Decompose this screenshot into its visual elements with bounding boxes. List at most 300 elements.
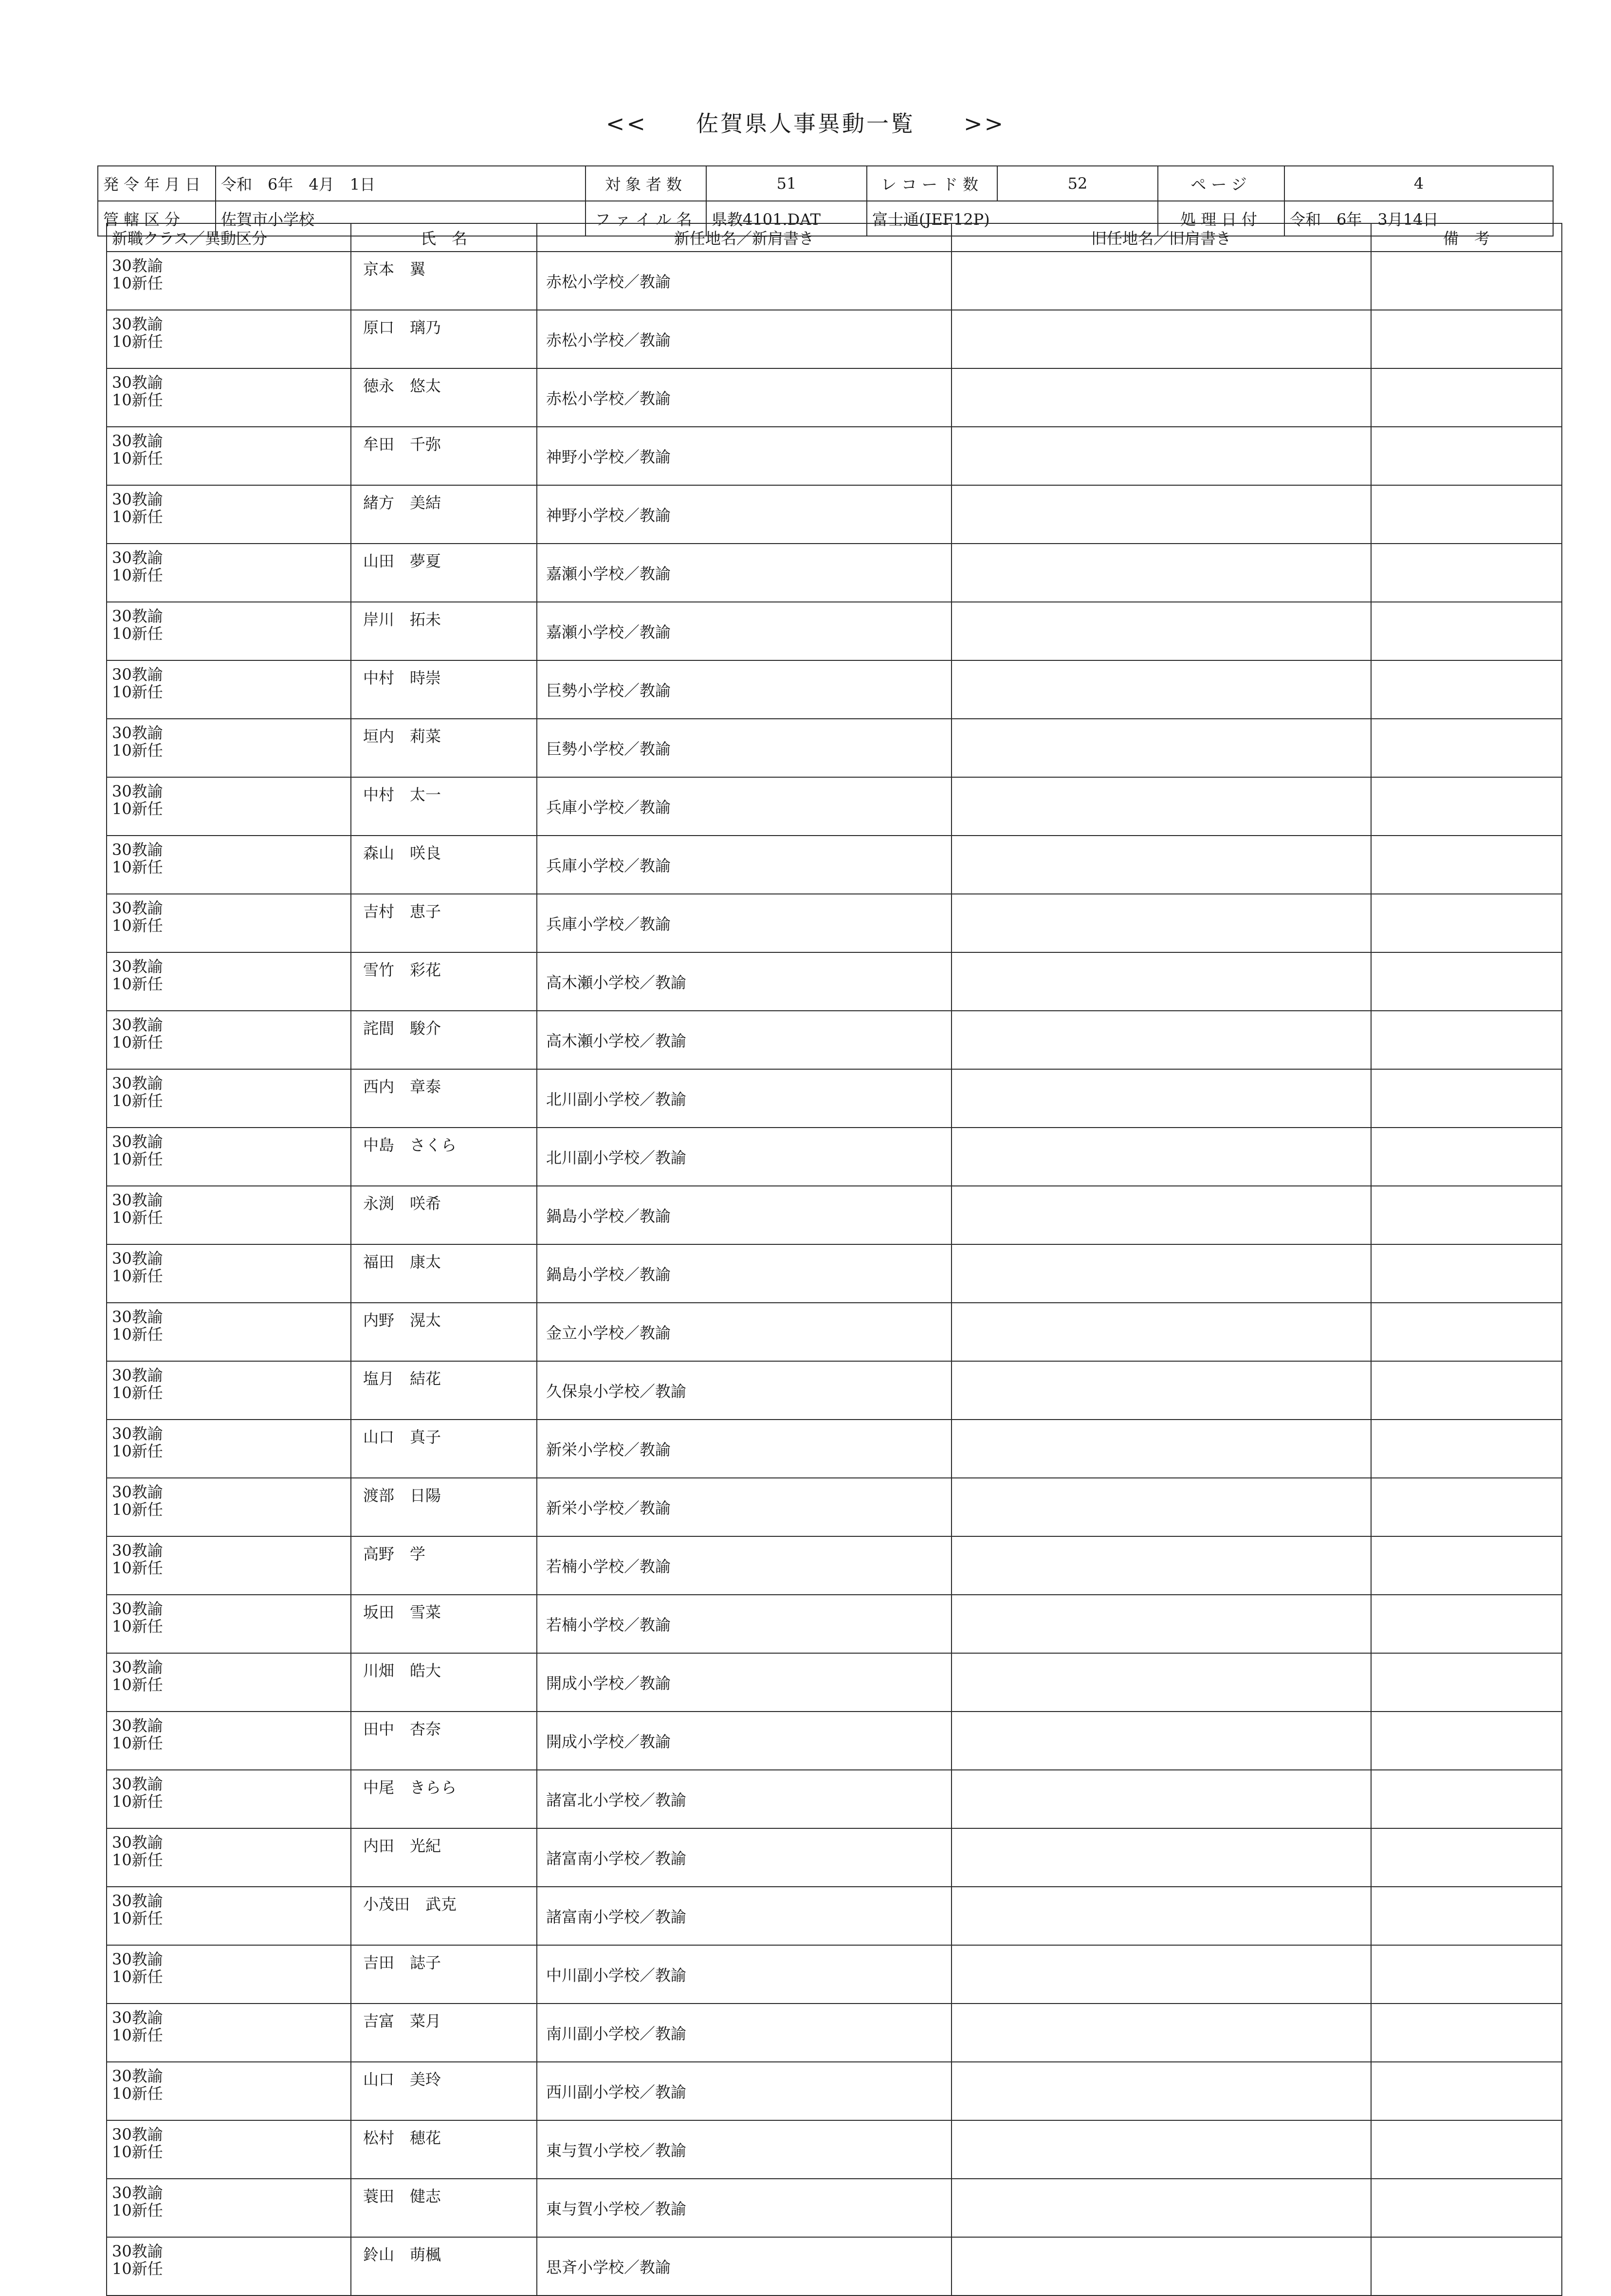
new-post: 鍋島小学校／教諭 [537,1244,952,1303]
job-class: 30教諭 [112,373,163,392]
old-post [952,1128,1371,1186]
person-name: 原口 璃乃 [351,310,537,368]
remarks [1371,1011,1562,1069]
new-post: 若楠小学校／教諭 [537,1595,952,1653]
remarks [1371,1361,1562,1420]
person-name: 雪竹 彩花 [351,952,537,1011]
table-row [107,1186,1562,1244]
job-class: 30教諭 [112,724,163,742]
table-row [107,894,1562,952]
table-row [107,1595,1562,1653]
class-cell [107,1478,351,1536]
transfer-type: 10新任 [112,1909,163,1928]
class-cell [107,1536,351,1595]
old-post [952,719,1371,777]
class-cell [107,1069,351,1128]
old-post [952,1887,1371,1945]
person-name: 内田 光紀 [351,1828,537,1887]
transfer-type: 10新任 [112,1325,163,1344]
new-post: 西川副小学校／教諭 [537,2062,952,2120]
person-name: 吉田 誌子 [351,1945,537,2004]
table-row [107,2062,1562,2120]
person-name: 山口 真子 [351,1420,537,1478]
old-post [952,660,1371,719]
table-row [107,1653,1562,1712]
new-post: 神野小学校／教諭 [537,427,952,485]
transfer-type: 10新任 [112,1500,163,1519]
person-name: 中村 太一 [351,777,537,836]
file-name-label: ファイル名 [586,201,706,236]
table-row [107,1945,1562,2004]
person-name: 吉村 恵子 [351,894,537,952]
job-class: 30教諭 [112,1074,163,1093]
old-post [952,777,1371,836]
transfer-type: 10新任 [112,332,163,351]
remarks [1371,252,1562,310]
new-post: 兵庫小学校／教諭 [537,777,952,836]
class-cell [107,2179,351,2237]
class-cell [107,1361,351,1420]
old-post [952,368,1371,427]
class-cell [107,719,351,777]
new-post: 南川副小学校／教諭 [537,2004,952,2062]
new-post: 金立小学校／教諭 [537,1303,952,1361]
class-cell [107,2062,351,2120]
remarks [1371,719,1562,777]
person-name: 徳永 悠太 [351,368,537,427]
table-row [107,310,1562,368]
person-name: 緒方 美結 [351,485,537,544]
old-post [952,1536,1371,1595]
class-cell [107,1828,351,1887]
person-name: 山口 美玲 [351,2062,537,2120]
person-name: 詫間 駿介 [351,1011,537,1069]
old-post [952,1069,1371,1128]
job-class: 30教諭 [112,840,163,859]
table-row [107,719,1562,777]
record-count-label: レコード数 [867,166,997,201]
table-row [107,2004,1562,2062]
table-row [107,602,1562,660]
job-class: 30教諭 [112,315,163,333]
class-cell [107,310,351,368]
remarks [1371,2179,1562,2237]
remarks [1371,1770,1562,1828]
job-class: 30教諭 [112,2067,163,2085]
remarks [1371,1478,1562,1536]
transfer-type: 10新任 [112,1442,163,1460]
class-cell [107,777,351,836]
transfer-type: 10新任 [112,2143,163,2161]
class-cell [107,485,351,544]
remarks [1371,1536,1562,1595]
table-row [107,1887,1562,1945]
class-cell [107,1595,351,1653]
job-class: 30教諭 [112,1892,163,1910]
old-post [952,1712,1371,1770]
old-post [952,1303,1371,1361]
old-post [952,1770,1371,1828]
new-post: 北川副小学校／教諭 [537,1128,952,1186]
new-post: 赤松小学校／教諭 [537,252,952,310]
new-post: 東与賀小学校／教諭 [537,2179,952,2237]
remarks [1371,1945,1562,2004]
job-class: 30教諭 [112,957,163,976]
table-row [107,485,1562,544]
transfer-type: 10新任 [112,508,163,526]
transfer-type: 10新任 [112,2201,163,2220]
class-cell [107,1945,351,2004]
class-cell [107,660,351,719]
transfer-type: 10新任 [112,683,163,701]
remarks [1371,602,1562,660]
table-row [107,1536,1562,1595]
person-name: 松村 穂花 [351,2120,537,2179]
job-class: 30教諭 [112,782,163,801]
new-post: 嘉瀬小学校／教諭 [537,602,952,660]
job-class: 30教諭 [112,1775,163,1793]
class-cell [107,1186,351,1244]
class-cell [107,1128,351,1186]
old-post [952,1011,1371,1069]
person-name: 内野 滉太 [351,1303,537,1361]
column-header-new-post: 新任地名／新肩書き [537,223,952,252]
new-post: 新栄小学校／教諭 [537,1420,952,1478]
old-post [952,1595,1371,1653]
remarks [1371,777,1562,836]
old-post [952,602,1371,660]
table-row [107,1712,1562,1770]
class-cell [107,252,351,310]
class-cell [107,952,351,1011]
table-row [107,777,1562,836]
remarks [1371,1712,1562,1770]
old-post [952,1478,1371,1536]
person-name: 小茂田 武克 [351,1887,537,1945]
table-row [107,2179,1562,2237]
old-post [952,894,1371,952]
person-name: 鈴山 萌楓 [351,2237,537,2296]
transfer-type: 10新任 [112,391,163,409]
remarks [1371,1828,1562,1887]
table-row [107,952,1562,1011]
table-row [107,1069,1562,1128]
remarks [1371,836,1562,894]
job-class: 30教諭 [112,490,163,509]
page-value: 4 [1284,166,1553,201]
remarks [1371,1069,1562,1128]
personnel-list-table [106,223,1562,2296]
person-name: 岸川 拓未 [351,602,537,660]
old-post [952,1186,1371,1244]
person-name: 塩月 結花 [351,1361,537,1420]
new-post: 嘉瀬小学校／教諭 [537,544,952,602]
class-cell [107,2237,351,2296]
system-value: 富士通(JEF12P) [867,201,1158,236]
person-name: 山田 夢夏 [351,544,537,602]
remarks [1371,310,1562,368]
process-date-label: 処理日付 [1158,201,1284,236]
person-name: 牟田 千弥 [351,427,537,485]
document-title: << 佐賀県人事異動一覧 >> [605,110,1006,137]
person-name: 森山 咲良 [351,836,537,894]
remarks [1371,1595,1562,1653]
remarks [1371,1420,1562,1478]
new-post: 神野小学校／教諭 [537,485,952,544]
table-row [107,2120,1562,2179]
job-class: 30教諭 [112,1541,163,1560]
table-row [107,1303,1562,1361]
transfer-type: 10新任 [112,449,163,468]
old-post [952,544,1371,602]
old-post [952,252,1371,310]
transfer-type: 10新任 [112,1384,163,1402]
remarks [1371,544,1562,602]
table-row [107,1128,1562,1186]
new-post: 東与賀小学校／教諭 [537,2120,952,2179]
target-count-label: 対象者数 [586,166,706,201]
remarks [1371,1244,1562,1303]
table-row [107,1770,1562,1828]
table-row [107,1828,1562,1887]
class-cell [107,1712,351,1770]
remarks [1371,2237,1562,2296]
job-class: 30教諭 [112,256,163,275]
transfer-type: 10新任 [112,1851,163,1869]
person-name: 中島 さくら [351,1128,537,1186]
remarks [1371,485,1562,544]
transfer-type: 10新任 [112,2260,163,2278]
jurisdiction-label: 管轄区分 [98,201,216,236]
job-class: 30教諭 [112,1658,163,1676]
old-post [952,1945,1371,2004]
transfer-type: 10新任 [112,1968,163,1986]
class-cell [107,602,351,660]
class-cell [107,1887,351,1945]
person-name: 坂田 雪菜 [351,1595,537,1653]
job-class: 30教諭 [112,2242,163,2260]
new-post: 北川副小学校／教諭 [537,1069,952,1128]
table-row [107,1420,1562,1478]
new-post: 巨勢小学校／教諭 [537,719,952,777]
table-row [107,252,1562,310]
transfer-type: 10新任 [112,2084,163,2103]
column-header-remarks: 備 考 [1371,223,1562,252]
table-row [107,2237,1562,2296]
transfer-type: 10新任 [112,1792,163,1811]
class-cell [107,1770,351,1828]
transfer-type: 10新任 [112,1267,163,1285]
new-post: 新栄小学校／教諭 [537,1478,952,1536]
jurisdiction-value: 佐賀市小学校 [216,201,586,236]
class-cell [107,1653,351,1712]
remarks [1371,952,1562,1011]
person-name: 田中 杏奈 [351,1712,537,1770]
transfer-type: 10新任 [112,916,163,935]
person-name: 吉富 菜月 [351,2004,537,2062]
new-post: 兵庫小学校／教諭 [537,894,952,952]
remarks [1371,368,1562,427]
class-cell [107,1303,351,1361]
file-name-value: 県教4101.DAT [706,201,867,236]
table-row [107,1478,1562,1536]
table-row [107,1011,1562,1069]
new-post: 久保泉小学校／教諭 [537,1361,952,1420]
class-cell [107,1011,351,1069]
old-post [952,2237,1371,2296]
new-post: 思斉小学校／教諭 [537,2237,952,2296]
class-cell [107,427,351,485]
person-name: 蓑田 健志 [351,2179,537,2237]
person-name: 西内 章泰 [351,1069,537,1128]
remarks [1371,1186,1562,1244]
new-post: 諸富北小学校／教諭 [537,1770,952,1828]
job-class: 30教諭 [112,1483,163,1501]
remarks [1371,427,1562,485]
page-label: ページ [1158,166,1284,201]
transfer-type: 10新任 [112,1676,163,1694]
person-name: 高野 学 [351,1536,537,1595]
transfer-type: 10新任 [112,975,163,993]
transfer-type: 10新任 [112,858,163,876]
table-row [107,660,1562,719]
old-post [952,1653,1371,1712]
person-name: 福田 康太 [351,1244,537,1303]
column-header-old-post: 旧任地名／旧肩書き [952,223,1371,252]
remarks [1371,2120,1562,2179]
transfer-type: 10新任 [112,1208,163,1227]
job-class: 30教諭 [112,548,163,567]
transfer-type: 10新任 [112,800,163,818]
header-row-1 [98,166,1553,201]
old-post [952,2004,1371,2062]
new-post: 諸富南小学校／教諭 [537,1828,952,1887]
table-row [107,368,1562,427]
old-post [952,836,1371,894]
job-class: 30教諭 [112,665,163,684]
old-post [952,1828,1371,1887]
job-class: 30教諭 [112,1366,163,1385]
job-class: 30教諭 [112,1016,163,1034]
new-post: 高木瀬小学校／教諭 [537,1011,952,1069]
job-class: 30教諭 [112,1249,163,1268]
transfer-type: 10新任 [112,1092,163,1110]
transfer-type: 10新任 [112,624,163,643]
old-post [952,952,1371,1011]
class-cell [107,544,351,602]
remarks [1371,894,1562,952]
old-post [952,1244,1371,1303]
new-post: 鍋島小学校／教諭 [537,1186,952,1244]
job-class: 30教諭 [112,1950,163,1968]
table-row [107,836,1562,894]
person-name: 中村 時崇 [351,660,537,719]
class-cell [107,894,351,952]
old-post [952,1420,1371,1478]
person-name: 垣内 莉菜 [351,719,537,777]
new-post: 諸富南小学校／教諭 [537,1887,952,1945]
remarks [1371,1128,1562,1186]
new-post: 赤松小学校／教諭 [537,310,952,368]
job-class: 30教諭 [112,432,163,450]
record-count-value: 52 [997,166,1158,201]
column-header-class: 新職クラス／異動区分 [107,223,351,252]
new-post: 若楠小学校／教諭 [537,1536,952,1595]
job-class: 30教諭 [112,899,163,917]
new-post: 高木瀬小学校／教諭 [537,952,952,1011]
table-row [107,1244,1562,1303]
new-post: 中川副小学校／教諭 [537,1945,952,2004]
remarks [1371,2062,1562,2120]
new-post: 兵庫小学校／教諭 [537,836,952,894]
target-count-value: 51 [706,166,867,201]
class-cell [107,1244,351,1303]
old-post [952,2120,1371,2179]
transfer-type: 10新任 [112,1559,163,1577]
class-cell [107,1420,351,1478]
table-row [107,427,1562,485]
class-cell [107,368,351,427]
job-class: 30教諭 [112,1716,163,1735]
transfer-type: 10新任 [112,1033,163,1052]
column-header-name: 氏 名 [351,223,537,252]
person-name: 川畑 皓大 [351,1653,537,1712]
new-post: 巨勢小学校／教諭 [537,660,952,719]
old-post [952,2179,1371,2237]
remarks [1371,2004,1562,2062]
job-class: 30教諭 [112,1191,163,1209]
job-class: 30教諭 [112,1308,163,1326]
table-row [107,1361,1562,1420]
transfer-type: 10新任 [112,566,163,584]
transfer-type: 10新任 [112,274,163,292]
remarks [1371,660,1562,719]
transfer-type: 10新任 [112,1150,163,1168]
job-class: 30教諭 [112,1424,163,1443]
column-header-row [107,223,1562,252]
old-post [952,427,1371,485]
class-cell [107,836,351,894]
transfer-type: 10新任 [112,741,163,760]
issue-date-value: 令和 6年 4月 1日 [216,166,586,201]
new-post: 開成小学校／教諭 [537,1712,952,1770]
person-name: 中尾 きらら [351,1770,537,1828]
old-post [952,2062,1371,2120]
process-date-value: 令和 6年 3月14日 [1284,201,1553,236]
job-class: 30教諭 [112,2125,163,2144]
transfer-type: 10新任 [112,1617,163,1636]
new-post: 開成小学校／教諭 [537,1653,952,1712]
job-class: 30教諭 [112,2184,163,2202]
remarks [1371,1887,1562,1945]
job-class: 30教諭 [112,1600,163,1618]
job-class: 30教諭 [112,2008,163,2027]
table-row [107,544,1562,602]
old-post [952,485,1371,544]
class-cell [107,2004,351,2062]
person-name: 渡部 日陽 [351,1478,537,1536]
remarks [1371,1653,1562,1712]
old-post [952,310,1371,368]
job-class: 30教諭 [112,1132,163,1151]
person-name: 永渕 咲希 [351,1186,537,1244]
issue-date-label: 発令年月日 [98,166,216,201]
remarks [1371,1303,1562,1361]
person-name: 京本 翼 [351,252,537,310]
new-post: 赤松小学校／教諭 [537,368,952,427]
transfer-type: 10新任 [112,1734,163,1752]
job-class: 30教諭 [112,607,163,625]
